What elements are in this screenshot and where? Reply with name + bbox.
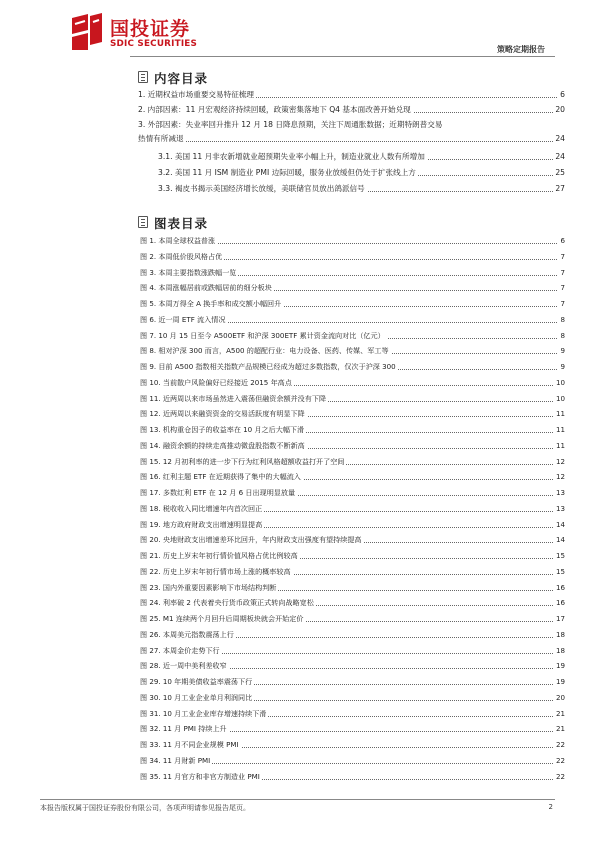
figure-entry[interactable]: [140, 723, 565, 735]
figure-entry-page: 18: [555, 645, 565, 655]
figure-entry-text: 图 10. 当前散户风险偏好已经接近 2015 年高点: [140, 377, 292, 387]
document-icon: [138, 216, 148, 228]
figure-entry-page: 11: [555, 409, 565, 419]
toc-entry-text: 1. 近期权益市场重要交易特征梳理: [138, 90, 254, 99]
figure-entry[interactable]: [140, 440, 565, 452]
figure-entry[interactable]: [140, 314, 565, 326]
figure-entry-text: 图 2. 本周低价股风格占优: [140, 251, 223, 261]
figure-entry-text: 图 25. M1 连续两个月回升后周期板块就会开始定价: [140, 614, 304, 623]
figure-entry-text: 图 6. 近一周 ETF 流入情况: [140, 314, 226, 324]
figure-entry-text: 图 9. 目前 A500 指数相关指数产品规模已经成为超过多数指数，仅次于沪深 300: [140, 362, 396, 371]
figure-entry-text: 图 7. 10 月 15 日至今 A500ETF 和沪深 300ETF 累计资金流向对比（亿元）: [140, 330, 385, 340]
figure-entry-text: 图 1. 本周全球权益普涨: [140, 236, 216, 245]
logo-icon: [68, 12, 106, 52]
figure-entry[interactable]: [140, 676, 565, 688]
toc-entry-page: 6: [560, 90, 565, 99]
figure-entry-text: 图 27. 本周金价走势下行: [140, 645, 220, 655]
figure-entry-page: 19: [555, 677, 565, 686]
toc-subentry[interactable]: [158, 167, 565, 179]
figures-title: 图表目录: [154, 216, 209, 231]
figure-entry[interactable]: [140, 629, 565, 641]
figure-entry-page: 9: [560, 346, 565, 356]
figure-entry-page: 9: [560, 362, 565, 371]
figure-entry[interactable]: [140, 550, 565, 562]
figure-entry[interactable]: [140, 660, 565, 672]
figure-entry-page: 13: [555, 488, 565, 497]
figure-entry[interactable]: [140, 566, 565, 578]
figure-entry-text: 图 12. 近两周以来融资资金的交易活跃度有明显下降: [140, 409, 305, 419]
figure-entry-text: 图 26. 本周美元指数震荡上行: [140, 629, 234, 639]
figure-entry[interactable]: [140, 519, 565, 531]
figure-entry-page: 10: [555, 393, 565, 403]
toc-entry-continuation[interactable]: [138, 133, 565, 145]
report-type-label: 策略定期报告: [497, 45, 545, 54]
figure-entry[interactable]: [140, 534, 565, 546]
figure-entry-text: 图 34. 11 月财新 PMI: [140, 755, 211, 765]
toc-entry-text: 2. 内部因素：11 月宏观经济持续回暖，政策密集落地下 Q4 基本面改善开始兑现: [138, 105, 411, 114]
figure-entry-page: 14: [555, 519, 565, 529]
figure-entry[interactable]: [140, 408, 565, 420]
figure-entry-page: 6: [560, 236, 565, 245]
figure-entry-text: 图 14. 融资余额的持续走高推动微盘股指数不断新高: [140, 440, 305, 450]
figure-entry-text: 图 5. 本周万得全 A 换手率和成交额小幅回升: [140, 299, 282, 308]
figure-entry[interactable]: [140, 582, 565, 594]
figure-entry-page: 7: [560, 283, 565, 293]
figure-entry-text: 图 19. 地方政府财政支出增速明显提高: [140, 519, 263, 529]
figure-entry-text: 图 17. 多数红利 ETF 在 12 月 6 日出现明显放量: [140, 488, 296, 497]
figure-entry[interactable]: [140, 345, 565, 357]
figure-entry-page: 16: [555, 598, 565, 608]
figure-entry[interactable]: [140, 708, 565, 720]
figure-entry-page: 16: [555, 582, 565, 592]
figure-entry-text: 图 11. 近两周以来市场虽然进入震荡但融资余额并没有下降: [140, 393, 327, 403]
figure-entry[interactable]: [140, 330, 565, 342]
copyright-note: 本报告版权属于国投证券股份有限公司，各项声明请参见报告尾页。: [40, 804, 250, 812]
figure-entry-page: 8: [560, 314, 565, 324]
figure-entry-text: 图 31. 10 月工业企业库存增速持续下滑: [140, 708, 267, 718]
figure-entry-page: 18: [555, 629, 565, 639]
figure-entry-text: 图 22. 历史上岁末年初行情市场上涨的概率较高: [140, 566, 291, 576]
figure-entry-text: 图 8. 相对沪深 300 而言，A500 的超配行业：电力设备、医药、传媒、军工等: [140, 346, 389, 356]
toc-title: 内容目录: [154, 71, 209, 86]
figure-entry-page: 17: [555, 614, 565, 623]
leader-dots: [138, 141, 565, 142]
figure-entry[interactable]: [140, 503, 565, 515]
figure-entry-text: 图 18. 税收收入同比增速年内首次回正: [140, 503, 263, 513]
toc-subentry[interactable]: [158, 183, 565, 195]
toc-entry-text: 3. 外部因素：失业率回升推升 12 月 18 日降息预期，关注下周通胀数据；近期特朗普交易: [138, 120, 443, 129]
figure-entry-text: 图 29. 10 年期美债收益率震荡下行: [140, 677, 253, 686]
toc-entry[interactable]: [138, 89, 565, 101]
page-header: [0, 0, 595, 58]
figure-entry-text: 图 33. 11 月不同企业规模 PMI: [140, 740, 239, 749]
figure-entry-text: 图 20. 央地财政支出增速差环比回升，年内财政支出强度有望持续提高: [140, 535, 362, 545]
figure-entry-page: 21: [555, 724, 565, 734]
figure-entry-text: 图 15. 12 月初利率的进一步下行为红利风格超额收益打开了空间: [140, 456, 345, 466]
figure-entry[interactable]: [140, 298, 565, 310]
toc-entry-page: 20: [555, 105, 565, 114]
toc-entry[interactable]: [138, 119, 565, 131]
figure-entry-page: 21: [555, 708, 565, 718]
figure-entry-page: 14: [555, 535, 565, 545]
figure-entry[interactable]: [140, 267, 565, 279]
figure-entry-page: 15: [555, 566, 565, 576]
figure-entry-page: 12: [555, 472, 565, 482]
toc-entry-text: 3.1. 美国 11 月非农新增就业超预期失业率小幅上升，制造业就业人数有所增加: [158, 152, 425, 161]
figure-entry[interactable]: [140, 282, 565, 294]
toc-entry-text: 3.2. 美国 11 月 ISM 制造业 PMI 边际回暖，服务业放缓但仍处于扩张线上方: [158, 168, 416, 177]
figure-entry-text: 图 21. 历史上岁末年初行情价值风格占优比例较高: [140, 551, 298, 560]
footer-divider: [40, 799, 555, 800]
figure-entry[interactable]: [140, 739, 565, 751]
figure-entry-text: 图 3. 本周主要指数涨跌幅一览: [140, 267, 237, 277]
document-icon: [138, 71, 148, 83]
logo-text-en: SDIC SECURITIES: [110, 39, 198, 49]
figure-entry-page: 11: [555, 440, 565, 450]
figure-entry[interactable]: [140, 692, 565, 704]
figure-entry-page: 22: [555, 771, 565, 781]
figure-entry-page: 19: [555, 661, 565, 671]
figure-entry[interactable]: [140, 613, 565, 625]
figure-entry[interactable]: [140, 251, 565, 263]
figure-entry[interactable]: [140, 424, 565, 436]
figure-entry-text: 图 32. 11 月 PMI 持续上升: [140, 724, 227, 734]
figure-entry[interactable]: [140, 377, 565, 389]
toc-entry-page: 25: [555, 168, 565, 177]
figure-entry[interactable]: [140, 487, 565, 499]
toc-entry-text: 3.3. 褐皮书揭示美国经济增长放缓，美联储官员放出鸽派信号: [158, 184, 365, 193]
figure-entry[interactable]: [140, 771, 565, 783]
figure-entry-page: 10: [555, 377, 565, 387]
figure-entry-text: 图 13. 机构重仓因子的收益率在 10 月之后大幅下滑: [140, 425, 305, 434]
toc-entry-page: 24: [555, 134, 565, 143]
figure-entry-text: 图 35. 11 月官方和非官方制造业 PMI: [140, 771, 260, 781]
toc-entry-page: 27: [555, 184, 565, 193]
logo-text-cn: 国投证券: [110, 18, 191, 40]
figure-entry-page: 7: [560, 267, 565, 277]
toc-subentry[interactable]: [158, 151, 565, 163]
figure-entry-page: 8: [560, 330, 565, 340]
figure-entry-page: 7: [560, 251, 565, 261]
company-logo: [68, 12, 228, 54]
toc-entry[interactable]: [138, 104, 565, 116]
figure-entry[interactable]: [140, 361, 565, 373]
figure-entry-text: 图 4. 本周涨幅居前或跌幅居前的细分板块: [140, 283, 272, 293]
figure-entry[interactable]: [140, 456, 565, 468]
figure-entry-page: 20: [555, 692, 565, 702]
figure-entry-page: 12: [555, 456, 565, 466]
figure-entry-page: 11: [555, 425, 565, 434]
page-number: 2: [548, 803, 553, 811]
figure-entry[interactable]: [140, 235, 565, 247]
figure-entry-text: 图 16. 红利主题 ETF 在近期获得了集中的大幅流入: [140, 472, 301, 482]
header-divider: [130, 56, 555, 57]
figure-entry-page: 22: [555, 755, 565, 765]
figure-entry-text: 图 24. 利率破 2 代表着央行货币政策正式转向战略宽松: [140, 598, 314, 608]
toc-entry-text: 热情有所减退: [138, 134, 184, 143]
figure-entry[interactable]: [140, 597, 565, 609]
figure-entry[interactable]: [140, 645, 565, 657]
toc-entry-page: 24: [555, 152, 565, 161]
figure-entry-page: 13: [555, 503, 565, 513]
figure-entry-text: 图 28. 近一周中美利差收窄: [140, 661, 227, 671]
figure-entry-text: 图 23. 国内外重要因素影响下市场结构判断: [140, 582, 277, 592]
figure-entry[interactable]: [140, 471, 565, 483]
figure-entry-page: 7: [560, 299, 565, 308]
figure-entry[interactable]: [140, 393, 565, 405]
figure-entry[interactable]: [140, 755, 565, 767]
figure-entry-page: 15: [555, 551, 565, 560]
figure-entry-text: 图 30. 10 月工业企业单月利润同比: [140, 692, 253, 702]
figure-entry-page: 22: [555, 740, 565, 749]
